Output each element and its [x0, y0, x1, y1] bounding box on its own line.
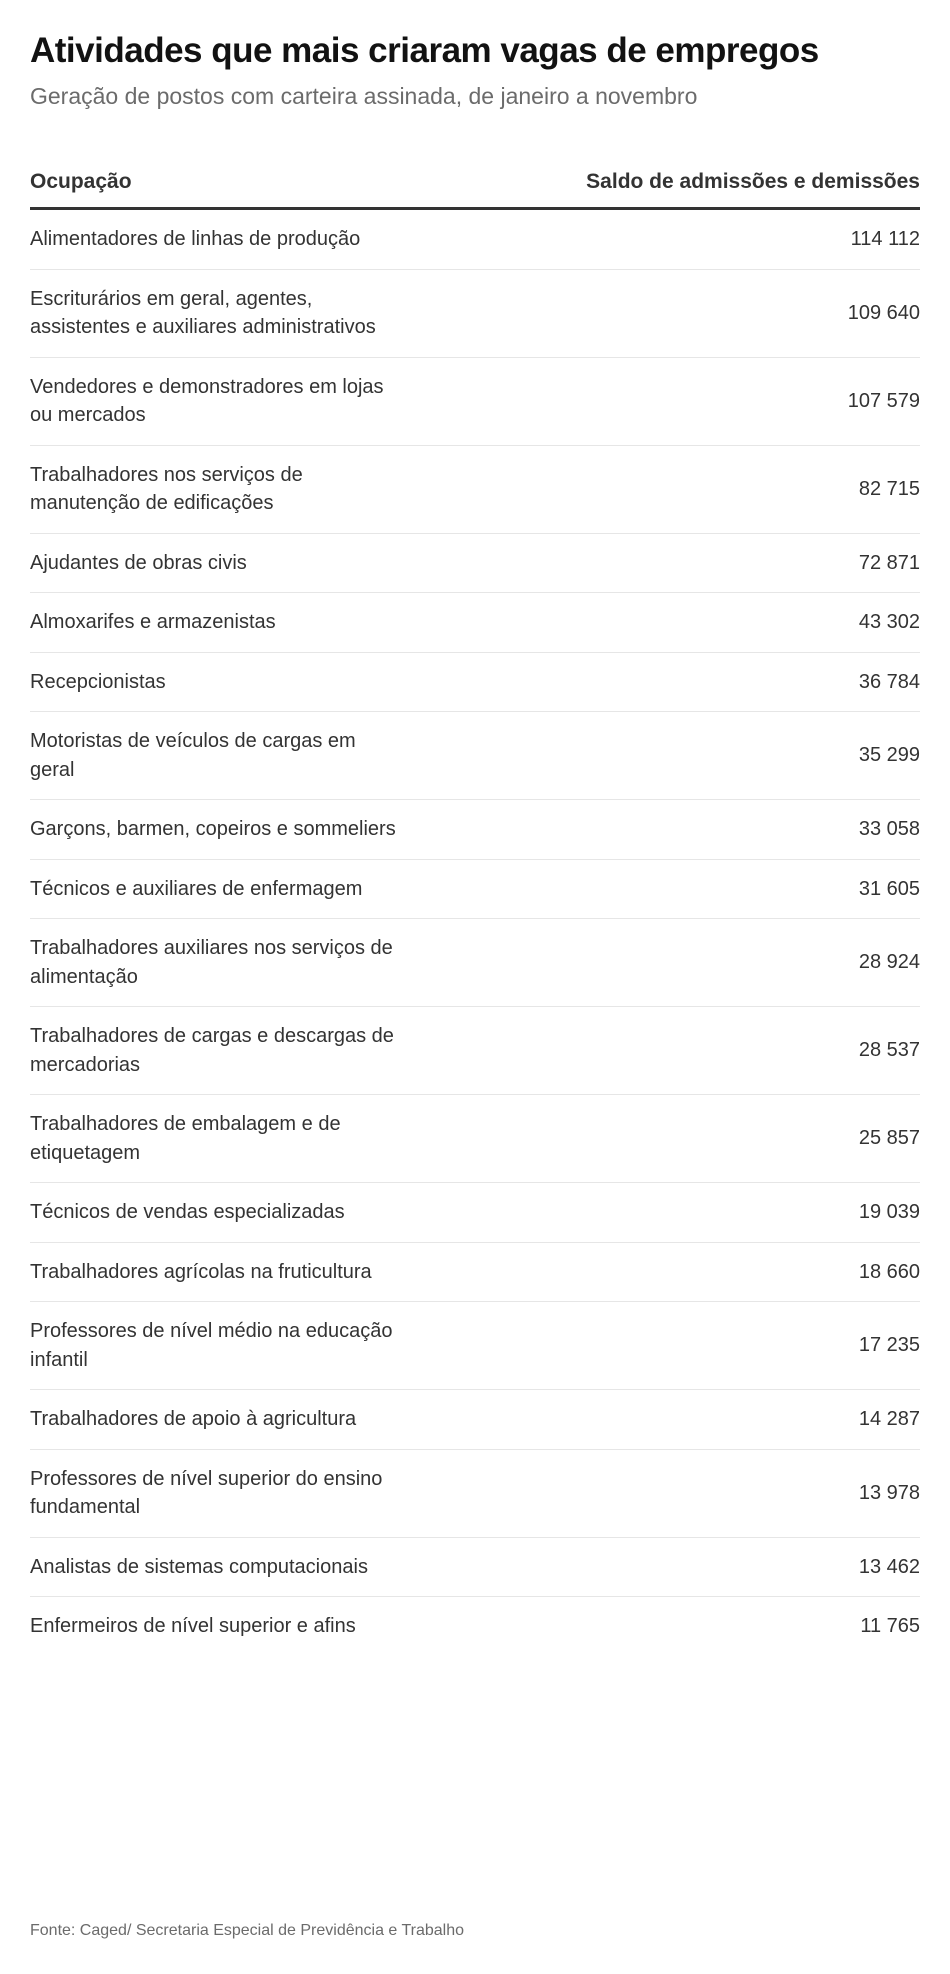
table-row	[30, 653, 920, 713]
balance-value: 35 299	[858, 744, 920, 767]
chart-title: Atividades que mais criaram vagas de empregos	[30, 31, 819, 70]
table-row	[30, 1095, 920, 1183]
balance-value: 18 660	[858, 1260, 920, 1283]
occupation-label: Professores de nível médio na educação infantil	[30, 1320, 393, 1371]
occupation-label: Alimentadores de linhas de produção	[30, 228, 361, 250]
occupation-label: Trabalhadores auxiliares nos serviços de alimentação	[30, 937, 393, 988]
table-row	[30, 1007, 920, 1095]
balance-value: 13 462	[858, 1555, 920, 1578]
balance-value: 109 640	[847, 301, 920, 324]
occupation-label: Analistas de sistemas computacionais	[30, 1555, 368, 1578]
table-row	[30, 919, 920, 1007]
table-row	[30, 446, 920, 534]
balance-value: 36 784	[858, 670, 920, 693]
table-row	[30, 1243, 920, 1303]
balance-value: 28 924	[858, 951, 920, 974]
occupation-label: Ajudantes de obras civis	[30, 551, 247, 574]
occupation-label: Trabalhadores de apoio à agricultura	[30, 1408, 357, 1430]
occupation-label: Trabalhadores de embalagem e de etiquetagem	[30, 1113, 341, 1164]
table-row	[30, 593, 920, 653]
table-body	[30, 210, 920, 1656]
occupation-label: Almoxarifes e armazenistas	[30, 611, 276, 633]
occupation-label: Técnicos de vendas especializadas	[30, 1201, 345, 1223]
column-header-balance: Saldo de admissões e demissões	[586, 170, 920, 193]
table-row	[30, 1302, 920, 1390]
balance-value: 82 715	[858, 477, 920, 500]
balance-value: 13 978	[858, 1481, 920, 1504]
balance-value: 72 871	[858, 551, 920, 574]
table-header	[30, 164, 920, 210]
balance-value: 43 302	[858, 611, 920, 633]
occupation-label: Professores de nível superior do ensino fundamental	[30, 1467, 383, 1518]
occupation-label: Enfermeiros de nível superior e afins	[30, 1615, 356, 1637]
table-row	[30, 1183, 920, 1243]
balance-value: 31 605	[858, 877, 920, 900]
table-row	[30, 210, 920, 270]
column-header-occupation: Ocupação	[30, 170, 132, 193]
balance-value: 17 235	[858, 1334, 920, 1357]
balance-value: 25 857	[858, 1127, 920, 1150]
occupation-label: Garçons, barmen, copeiros e sommeliers	[30, 818, 396, 840]
occupation-label: Técnicos e auxiliares de enfermagem	[30, 877, 363, 900]
table-row	[30, 1450, 920, 1538]
data-table	[30, 164, 920, 1656]
balance-value: 11 765	[860, 1615, 920, 1637]
balance-value: 107 579	[847, 389, 920, 412]
occupation-label: Recepcionistas	[30, 670, 166, 693]
occupation-label: Vendedores e demonstradores em lojas ou mercados	[30, 375, 384, 426]
balance-value: 19 039	[858, 1201, 920, 1223]
balance-value: 14 287	[858, 1408, 920, 1430]
occupation-label: Trabalhadores de cargas e descargas de mercadorias	[30, 1025, 394, 1076]
balance-value: 33 058	[858, 818, 920, 840]
chart-subtitle: Geração de postos com carteira assinada, de janeiro a novembro	[30, 83, 698, 109]
table-row	[30, 712, 920, 800]
table-row	[30, 1390, 920, 1450]
balance-value: 114 112	[850, 228, 920, 250]
table-row	[30, 270, 920, 358]
table-row	[30, 800, 920, 860]
balance-value: 28 537	[858, 1039, 920, 1062]
table-row	[30, 534, 920, 594]
source-note: Fonte: Caged/ Secretaria Especial de Previdência e Trabalho	[30, 1922, 465, 1939]
table-row	[30, 860, 920, 920]
table-row	[30, 1538, 920, 1598]
table-row	[30, 358, 920, 446]
occupation-label: Escriturários em geral, agentes, assistentes e auxiliares administrativos	[30, 287, 376, 338]
occupation-label: Motoristas de veículos de cargas em geral	[30, 730, 356, 781]
occupation-label: Trabalhadores nos serviços de manutenção de edificações	[30, 463, 303, 514]
occupation-label: Trabalhadores agrícolas na fruticultura	[30, 1260, 372, 1283]
table-row	[30, 1597, 920, 1656]
